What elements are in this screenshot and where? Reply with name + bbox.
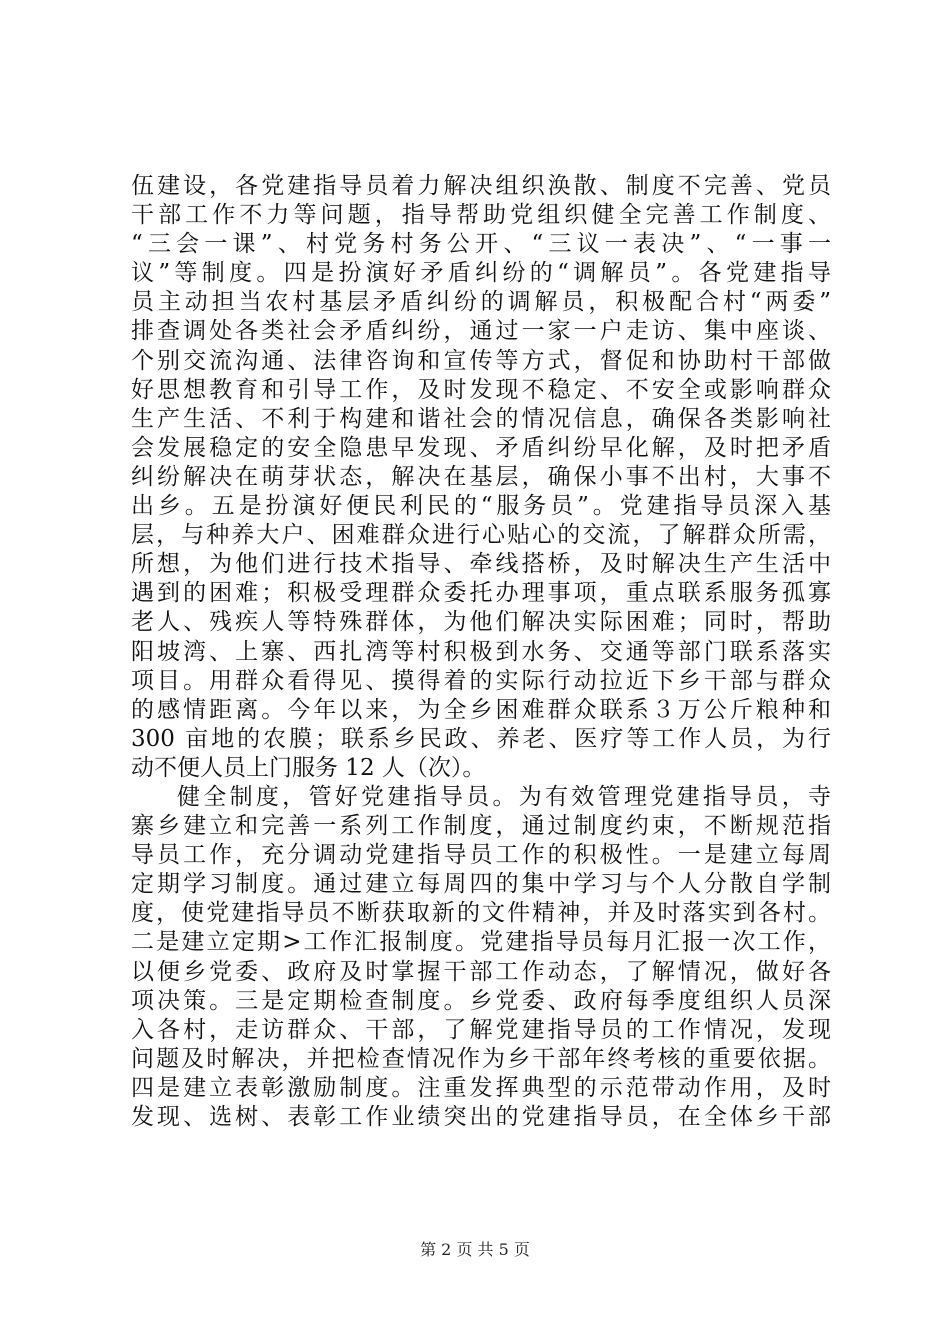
text-line: 以便乡党委、政府及时掌握干部工作动态，了解情况，做好各	[131, 958, 831, 985]
text-line: 问题及时解决，并把检查情况作为乡干部年终考核的重要依据。	[131, 1045, 831, 1072]
text-line: 议”等制度。四是扮演好矛盾纠纷的“调解员”。各党建指导	[131, 260, 831, 287]
text-line: 伍建设，各党建指导员着力解决组织涣散、制度不完善、党员	[131, 173, 831, 199]
text-line: 个别交流沟通、法律咨询和宣传等方式，督促和协助村干部做	[131, 347, 831, 374]
text-line: 定期学习制度。通过建立每周四的集中学习与个人分散自学制	[131, 871, 831, 898]
text-line: 四是建立表彰激励制度。注重发挥典型的示范带动作用，及时	[131, 1074, 831, 1101]
text-line: 度，使党建指导员不断获取新的文件精神，并及时落实到各村。	[131, 900, 831, 927]
text-line: 生产生活、不利于构建和谐社会的情况信息，确保各类影响社	[131, 405, 831, 432]
text-line: 300 亩地的农膜；联系乡民政、养老、医疗等工作人员，为行	[131, 725, 831, 752]
text-line: 动不便人员上门服务 12 人（次）。	[131, 754, 486, 781]
text-line: 项目。用群众看得见、摸得着的实际行动拉近下乡干部与群众	[131, 667, 831, 694]
text-line: 会发展稳定的安全隐患早发现、矛盾纠纷早化解，及时把矛盾	[131, 434, 831, 461]
text-line: 纠纷解决在萌芽状态，解决在基层，确保小事不出村，大事不	[131, 463, 831, 490]
text-line: 员主动担当农村基层矛盾纠纷的调解员，积极配合村“两委”	[131, 289, 831, 316]
text-line: 项决策。三是定期检查制度。乡党委、政府每季度组织人员深	[131, 987, 831, 1014]
text-line: 老人、残疾人等特殊群体，为他们解决实际困难；同时，帮助	[131, 609, 831, 636]
text-line: 导员工作，充分调动党建指导员工作的积极性。一是建立每周	[131, 842, 831, 869]
text-line: 排查调处各类社会矛盾纠纷，通过一家一户走访、集中座谈、	[131, 318, 831, 345]
text-line: 阳坡湾、上寨、西扎湾等村积极到水务、交通等部门联系落实	[131, 638, 831, 665]
text-line: 的感情距离。今年以来，为全乡困难群众联系３万公斤粮种和	[131, 696, 831, 723]
text-line: 寨乡建立和完善一系列工作制度，通过制度约束，不断规范指	[131, 813, 831, 840]
document-body	[131, 172, 831, 1132]
text-line: 干部工作不力等问题，指导帮助党组织健全完善工作制度、	[131, 202, 831, 229]
text-line: 所想，为他们进行技术指导、牵线搭桥，及时解决生产生活中	[131, 551, 831, 578]
text-line: 遇到的困难；积极受理群众委托办理事项，重点联系服务孤寡	[131, 580, 831, 607]
text-line: “三会一课”、村党务村务公开、“三议一表决”、“一事一	[131, 231, 831, 258]
text-line: 二是建立定期>工作汇报制度。党建指导员每月汇报一次工作，	[131, 929, 831, 956]
text-line: 入各村，走访群众、干部，了解党建指导员的工作情况，发现	[131, 1016, 831, 1043]
page-footer: 第 2 页 共 5 页	[420, 1240, 530, 1259]
text-line: 层，与种养大户、困难群众进行心贴心的交流，了解群众所需，	[131, 522, 831, 549]
text-line: 好思想教育和引导工作，及时发现不稳定、不安全或影响群众	[131, 376, 831, 403]
text-line: 发现、选树、表彰工作业绩突出的党建指导员，在全体乡干部	[131, 1104, 831, 1130]
text-line: 出乡。五是扮演好便民利民的“服务员”。党建指导员深入基	[131, 493, 831, 520]
text-line: 健全制度，管好党建指导员。为有效管理党建指导员，寺	[177, 783, 831, 810]
